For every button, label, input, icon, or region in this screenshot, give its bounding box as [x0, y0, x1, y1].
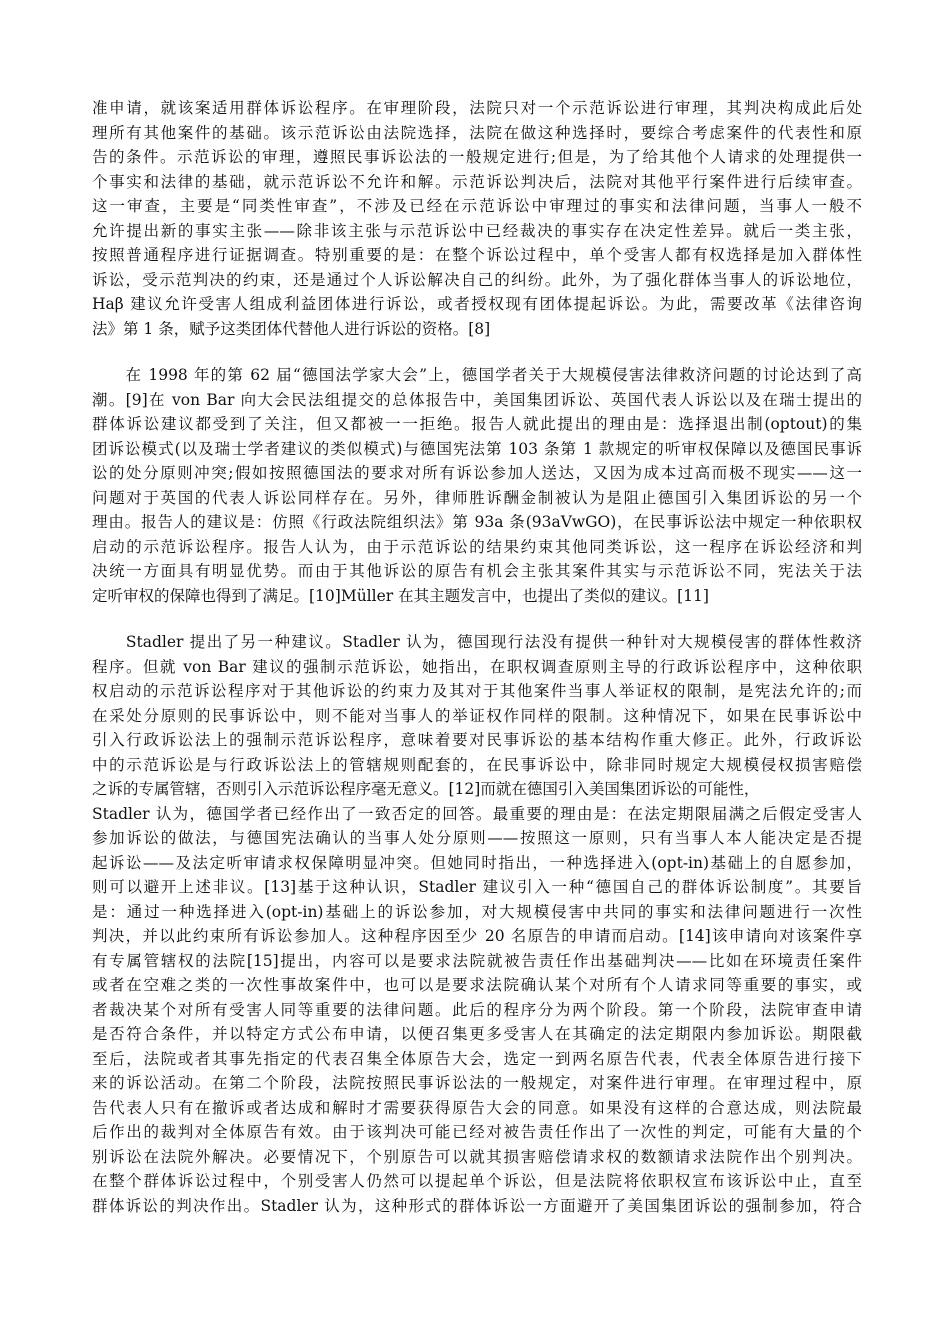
text-line: 后作出的裁判对全体原告有效。由于该判决可能已经对被告责任作出了一次性的判定，可能有大量的个	[92, 1123, 862, 1141]
text-line: 权启动的示范诉讼程序对于其他诉讼的约束力及其对于其他案件当事人举证权的限制，是宪法允许的;而	[92, 682, 862, 700]
document-page	[92, 96, 862, 1218]
text-line: 别诉讼在法院外解决。必要情况下，个别原告可以就其损害赔偿请求权的数额请求法院作出个别判决。	[92, 1147, 862, 1166]
paragraph-2	[92, 363, 862, 608]
text-line: 个事实和法律的基础，就示范诉讼不允许和解。示范诉讼判决后，法院对其他平行案件进行后续审查。	[92, 172, 862, 191]
text-line: 诉讼，受示范判决的约束，还是通过个人诉讼解决自己的纠纷。此外，为了强化群体当事人的诉讼地位，	[92, 270, 862, 289]
text-line: 问题对于英国的代表人诉讼同样存在。另外，律师胜诉酬金制被认为是阻止德国引入集团诉讼的另一个	[92, 488, 862, 507]
text-line: 准申请，就该案适用群体诉讼程序。在审理阶段，法院只对一个示范诉讼进行审理，其判决构成此后处	[92, 99, 862, 117]
text-line: 按照普通程序进行证据调查。特别重要的是：在整个诉讼过程中，单个受害人都有权选择是加入群体性	[92, 246, 862, 264]
text-line: 法》第 1 条，赋予这类团体代替他人进行诉讼的资格。[8]	[92, 319, 491, 338]
text-line: 群体诉讼建议都受到了关注，但又都被一一拒绝。报告人就此提出的理由是：选择退出制(optout)的集	[92, 415, 862, 433]
text-line: 则可以避开上述非议。[13]基于这种认识，Stadler 建议引入一种“德国自己的群体诉讼制度”。其要旨	[92, 878, 862, 896]
text-line: 允许提出新的事实主张——除非该主张与示范诉讼中已经裁决的事实存在决定性差异。就后一类主张，	[92, 221, 862, 240]
text-line: 程序。但就 von Bar 建议的强制示范诉讼，她指出，在职权调查原则主导的行政诉讼程序中，这种依职	[92, 657, 862, 676]
text-line: 起诉讼——及法定听审请求权保障明显冲突。但她同时指出，一种选择进入(opt-in)基础上的自愿参加，	[92, 853, 862, 872]
text-line: 中的示范诉讼是与行政诉讼法上的管辖规则配套的，在民事诉讼中，除非同时规定大规模侵权损害赔偿	[92, 755, 862, 774]
text-line: 定听审权的保障也得到了满足。[10]Müller 在其主题发言中，也提出了类似的建议。[11]	[92, 586, 709, 605]
text-line: 启动的示范诉讼程序。报告人认为，由于示范诉讼的结果约束其他同类诉讼，这一程序在诉讼经济和判	[92, 537, 862, 556]
text-line: 来的诉讼活动。在第二个阶段，法院按照民事诉讼法的一般规定，对案件进行审理。在审理过程中，原	[92, 1074, 862, 1092]
text-line: 这一审查，主要是“同类性审查”，不涉及已经在示范诉讼中审理过的事实和法律问题，当事人一般不	[92, 197, 862, 215]
paragraph-3	[92, 630, 862, 1218]
text-line: 是：通过一种选择进入(opt-in)基础上的诉讼参加，对大规模侵害中共同的事实和法律问题进行一次性	[92, 902, 862, 921]
text-line: 群体诉讼的判决作出。Stadler 认为，这种形式的群体诉讼一方面避开了美国集团诉讼的强制参加，符合	[92, 1196, 862, 1215]
text-line: 至后，法院或者其事先指定的代表召集全体原告大会，选定一到两名原告代表，代表全体原告进行接下	[92, 1049, 862, 1068]
text-line: 或者在空难之类的一次性事故案件中，也可以是要求法院确认某个对所有个人请求同等重要的事实，或	[92, 976, 862, 994]
text-line: 之诉的专属管辖，否则引入示范诉讼程序毫无意义。[12]而就在德国引入美国集团诉讼的可能性，	[92, 780, 760, 798]
text-line: 判决，并以此约束所有诉讼参加人。这种程序因至少 20 名原告的申请而启动。[14]该申请向对该案件享	[92, 927, 862, 945]
text-line: 理由。报告人的建议是：仿照《行政法院组织法》第 93a 条(93aVwGO)，在民事诉讼法中规定一种依职权	[92, 513, 862, 531]
text-line: 团诉讼模式(以及瑞士学者建议的类似模式)与德国宪法第 103 条第 1 款规定的听审权保障以及德国民事诉	[92, 439, 862, 458]
text-line: 在采处分原则的民事诉讼中，则不能对当事人的举证权作同样的限制。这种情况下，如果在民事诉讼中	[92, 706, 862, 725]
text-line: Stadler 提出了另一种建议。Stadler 认为，德国现行法没有提供一种针对大规模侵害的群体性救济	[92, 633, 862, 651]
text-line: 讼的处分原则冲突;假如按照德国法的要求对所有诉讼参加人送达，又因为成本过高而极不现实——这一	[92, 464, 862, 482]
text-line: 者裁决某个对所有受害人同等重要的法律问题。此后的程序分为两个阶段。第一个阶段，法院审查申请	[92, 1000, 862, 1019]
text-line: 决统一方面具有明显优势。而由于其他诉讼的原告有机会主张其案件其实与示范诉讼不同，宪法关于法	[92, 562, 862, 580]
text-line: 告代表人只有在撤诉或者达成和解时才需要获得原告大会的同意。如果没有这样的合意达成，则法院最	[92, 1098, 862, 1117]
text-line: Stadler 认为，德国学者已经作出了一致否定的回答。最重要的理由是：在法定期限届满之后假定受害人	[92, 804, 862, 823]
text-line: 参加诉讼的做法，与德国宪法确认的当事人处分原则——按照这一原则，只有当事人本人能决定是否提	[92, 829, 862, 847]
text-line: 引入行政诉讼法上的强制示范诉讼程序，意味着要对民事诉讼的基本结构作重大修正。此外，行政诉讼	[92, 731, 862, 749]
paragraph-spacer	[92, 341, 862, 363]
text-line: 是否符合条件，并以特定方式公布申请，以便召集更多受害人在其确定的法定期限内参加诉讼。期限截	[92, 1025, 862, 1043]
text-line: 在 1998 年的第 62 届“德国法学家大会”上，德国学者关于大规模侵害法律救济问题的讨论达到了高	[92, 366, 862, 384]
text-line: 在整个群体诉讼过程中，个别受害人仍然可以提起单个诉讼，但是法院将依职权宣布该诉讼中止，直至	[92, 1172, 862, 1190]
text-line: 有专属管辖权的法院[15]提出，内容可以是要求法院就被告责任作出基础判决——比如在环境责任案件	[92, 951, 862, 970]
text-line: Haβ 建议允许受害人组成利益团体进行诉讼，或者授权现有团体提起诉讼。为此，需要改革《法律咨询	[92, 295, 862, 313]
paragraph-1	[92, 96, 862, 341]
text-line: 告的条件。示范诉讼的审理，遵照民事诉讼法的一般规定进行;但是，为了给其他个人请求的处理提供一	[92, 148, 862, 166]
text-line: 理所有其他案件的基础。该示范诉讼由法院选择，法院在做这种选择时，要综合考虑案件的代表性和原	[92, 123, 862, 142]
text-line: 潮。[9]在 von Bar 向大会民法组提交的总体报告中，美国集团诉讼、英国代表人诉讼以及在瑞士提出的	[92, 390, 862, 409]
paragraph-spacer	[92, 608, 862, 630]
